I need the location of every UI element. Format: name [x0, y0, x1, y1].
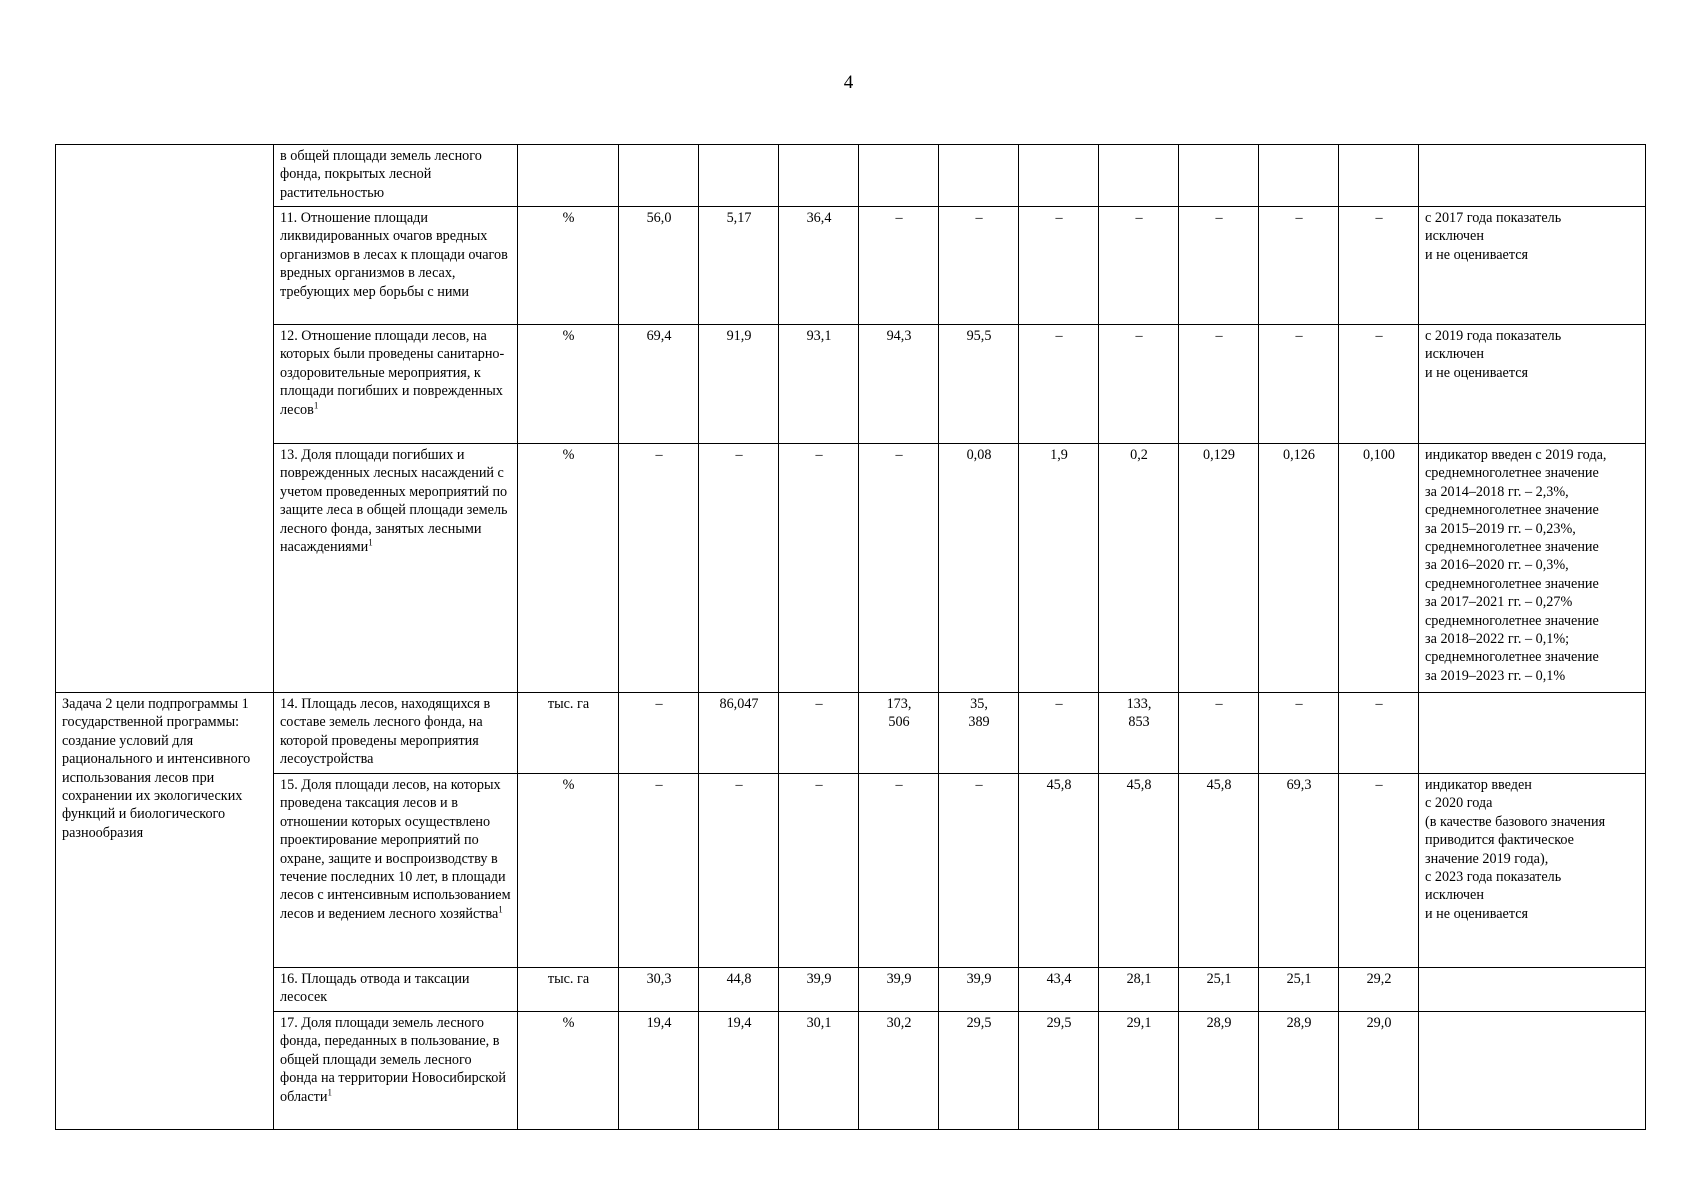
value-line: – — [655, 447, 663, 463]
value-line: 39,9 — [886, 971, 912, 987]
value-cell — [1339, 145, 1419, 207]
value-cell — [779, 774, 859, 968]
value-cell — [1339, 1012, 1419, 1130]
indicator-text: 15. Доля площади лесов, на которых проведена таксация лесов и в отношении которых осуществлено проектирование мероприятий по охране, защите и воспроизводству в течение последних 10 лет, в площади лесов с интенсивным использованием лесов и ведением лесного хозяйства — [280, 777, 511, 922]
value-cell — [939, 444, 1019, 693]
note-line: среднемноголетнее значение — [1425, 465, 1599, 482]
note-line: и не оценивается — [1425, 246, 1529, 263]
indicator-cell — [274, 444, 518, 693]
value-line: 28,9 — [1286, 1015, 1312, 1031]
value-cell — [619, 693, 699, 774]
value-line: 29,5 — [1046, 1015, 1072, 1031]
value-line: 0,2 — [1130, 447, 1148, 463]
value-cell — [1019, 207, 1099, 325]
value-cell — [779, 1012, 859, 1130]
value-cell — [1019, 968, 1099, 1012]
value-line: 0,126 — [1283, 447, 1315, 463]
value-cell — [939, 693, 1019, 774]
value-line: – — [815, 447, 823, 463]
value-cell — [779, 145, 859, 207]
value-cell — [619, 774, 699, 968]
value-cell — [1179, 444, 1259, 693]
note-cell — [1419, 774, 1646, 968]
indicator-cell — [274, 1012, 518, 1130]
value-cell — [1019, 693, 1099, 774]
task-group-cell — [56, 693, 274, 1130]
task-group-cell — [56, 145, 274, 693]
value-cell — [939, 325, 1019, 444]
note-line: исключен — [1425, 887, 1484, 904]
value-line: 36,4 — [806, 210, 832, 226]
value-cell — [1339, 693, 1419, 774]
value-line: – — [735, 777, 743, 793]
value-line: – — [1295, 328, 1303, 344]
value-cell — [1259, 325, 1339, 444]
value-line: – — [1375, 328, 1383, 344]
note-line: среднемноголетнее значение — [1425, 649, 1599, 666]
value-cell — [939, 207, 1019, 325]
value-cell — [1259, 207, 1339, 325]
value-line: – — [1215, 328, 1223, 344]
value-line: 44,8 — [726, 971, 752, 987]
value-cell — [779, 325, 859, 444]
note-line: приводится фактическое — [1425, 832, 1574, 849]
value-line: 19,4 — [726, 1015, 752, 1031]
value-line: 853 — [1128, 714, 1150, 731]
value-line: 28,9 — [1206, 1015, 1232, 1031]
value-line: – — [815, 696, 823, 712]
value-cell — [619, 968, 699, 1012]
value-cell — [1259, 145, 1339, 207]
value-line: – — [895, 210, 903, 226]
value-cell — [939, 774, 1019, 968]
unit-cell: % — [518, 207, 619, 325]
value-line: 389 — [968, 714, 990, 731]
value-cell — [1019, 145, 1099, 207]
value-line: 506 — [888, 714, 910, 731]
value-cell — [859, 1012, 939, 1130]
value-line: 43,4 — [1046, 971, 1072, 987]
value-cell — [859, 693, 939, 774]
value-line: 56,0 — [646, 210, 672, 226]
value-cell — [1019, 1012, 1099, 1130]
indicator-cell — [274, 968, 518, 1012]
value-cell — [1339, 325, 1419, 444]
value-line: 86,047 — [719, 696, 759, 712]
note-cell — [1419, 693, 1646, 774]
value-cell — [1259, 1012, 1339, 1130]
value-cell — [859, 968, 939, 1012]
note-cell — [1419, 1012, 1646, 1130]
value-line: 19,4 — [646, 1015, 672, 1031]
table-body — [56, 145, 1646, 1130]
indicators-table — [55, 144, 1646, 1130]
value-line: – — [1375, 777, 1383, 793]
table-row — [56, 207, 1646, 325]
note-line: исключен — [1425, 346, 1484, 363]
value-cell — [859, 444, 939, 693]
unit-cell: тыс. га — [518, 693, 619, 774]
value-cell — [779, 968, 859, 1012]
value-cell — [1099, 774, 1179, 968]
value-line: – — [735, 447, 743, 463]
table-row — [56, 1012, 1646, 1130]
value-line: – — [975, 777, 983, 793]
note-line: за 2015–2019 гг. – 0,23%, — [1425, 520, 1576, 537]
value-line: 28,1 — [1126, 971, 1152, 987]
value-line: – — [655, 777, 663, 793]
value-line: – — [1215, 696, 1223, 712]
value-cell — [1099, 1012, 1179, 1130]
value-cell — [1259, 693, 1339, 774]
note-line: с 2017 года показатель — [1425, 210, 1562, 226]
value-cell — [699, 207, 779, 325]
value-cell — [1179, 968, 1259, 1012]
unit-cell: % — [518, 774, 619, 968]
note-line: и не оценивается — [1425, 364, 1529, 381]
indicator-text: 11. Отношение площади ликвидированных очагов вредных организмов в лесах к площади очагов вредных организмов в лесах, требующих мер борьбы с ними — [280, 210, 508, 300]
indicator-text: 13. Доля площади погибших и поврежденных лесных насаждений с учетом проведенных мероприятий по защите леса в общей площади земель лесного фонда, занятых лесными насаждениями — [280, 447, 508, 556]
value-line: 45,8 — [1206, 777, 1232, 793]
value-line: – — [1135, 210, 1143, 226]
note-cell — [1419, 325, 1646, 444]
value-line: 69,4 — [646, 328, 672, 344]
indicator-cell — [274, 207, 518, 325]
note-line: за 2014–2018 гг. – 2,3%, — [1425, 483, 1569, 500]
value-cell — [699, 444, 779, 693]
value-cell — [939, 145, 1019, 207]
value-cell — [699, 1012, 779, 1130]
value-line: – — [1215, 210, 1223, 226]
value-line: 0,129 — [1203, 447, 1235, 463]
note-line: исключен — [1425, 228, 1484, 245]
value-line: 95,5 — [966, 328, 992, 344]
value-line: 39,9 — [806, 971, 832, 987]
note-line: индикатор введен с 2019 года, — [1425, 447, 1607, 463]
note-line: (в качестве базового значения — [1425, 813, 1606, 830]
note-cell — [1419, 145, 1646, 207]
value-cell — [1019, 774, 1099, 968]
unit-cell: % — [518, 325, 619, 444]
value-line: 29,0 — [1366, 1015, 1392, 1031]
table-row — [56, 968, 1646, 1012]
value-line: 45,8 — [1126, 777, 1152, 793]
value-cell — [1179, 207, 1259, 325]
value-cell — [1179, 1012, 1259, 1130]
value-line: 0,100 — [1363, 447, 1395, 463]
note-cell — [1419, 207, 1646, 325]
note-line: индикатор введен — [1425, 777, 1532, 793]
note-line: среднемноголетнее значение — [1425, 539, 1599, 556]
unit-cell: % — [518, 444, 619, 693]
note-line: среднемноголетнее значение — [1425, 612, 1599, 629]
table-row — [56, 693, 1646, 774]
value-cell — [699, 325, 779, 444]
value-line: 29,2 — [1366, 971, 1392, 987]
value-cell — [939, 968, 1019, 1012]
value-cell — [699, 968, 779, 1012]
value-cell — [619, 145, 699, 207]
note-line: с 2023 года показатель — [1425, 869, 1562, 886]
value-cell — [1259, 968, 1339, 1012]
value-line: 25,1 — [1286, 971, 1312, 987]
value-cell — [1339, 444, 1419, 693]
table-row — [56, 774, 1646, 968]
table-row — [56, 145, 1646, 207]
note-cell — [1419, 968, 1646, 1012]
value-line: – — [1295, 696, 1303, 712]
footnote-mark: 1 — [327, 1086, 332, 1097]
value-cell — [1099, 693, 1179, 774]
value-cell — [619, 444, 699, 693]
value-line: – — [1055, 696, 1063, 712]
value-cell — [619, 325, 699, 444]
indicator-text: 16. Площадь отвода и таксации лесосек — [280, 971, 470, 1006]
value-line: 1,9 — [1050, 447, 1068, 463]
note-line: значение 2019 года), — [1425, 850, 1549, 867]
note-line: с 2020 года — [1425, 795, 1493, 812]
unit-cell — [518, 145, 619, 207]
value-cell — [1179, 774, 1259, 968]
unit-cell: % — [518, 1012, 619, 1130]
value-line: – — [1135, 328, 1143, 344]
value-line: – — [1375, 696, 1383, 712]
value-line: 35, — [970, 696, 988, 712]
value-cell — [1339, 968, 1419, 1012]
value-cell — [859, 145, 939, 207]
unit-cell: тыс. га — [518, 968, 619, 1012]
footnote-mark: 1 — [313, 399, 319, 410]
value-cell — [779, 693, 859, 774]
value-cell — [619, 207, 699, 325]
note-line: за 2018–2022 гг. – 0,1%; — [1425, 631, 1570, 648]
value-line: 45,8 — [1046, 777, 1072, 793]
value-line: 30,3 — [646, 971, 672, 987]
value-cell — [1099, 325, 1179, 444]
task-group-text: Задача 2 цели подпрограммы 1 государственной программы: создание условий для рационального и интенсивного использования лесов при сохранении их экологических функций и биологического разнообразия — [62, 696, 251, 841]
value-cell — [1179, 145, 1259, 207]
indicator-cell — [274, 325, 518, 444]
value-cell — [1099, 207, 1179, 325]
value-cell — [859, 207, 939, 325]
note-line: и не оценивается — [1425, 905, 1529, 922]
footnote-mark: 1 — [368, 537, 373, 548]
value-cell — [1179, 693, 1259, 774]
value-cell — [859, 325, 939, 444]
value-cell — [1019, 444, 1099, 693]
value-cell — [699, 774, 779, 968]
value-cell — [699, 693, 779, 774]
value-cell — [779, 207, 859, 325]
note-line: за 2017–2021 гг. – 0,27% — [1425, 594, 1573, 611]
value-line: 30,1 — [806, 1015, 832, 1031]
value-cell — [859, 774, 939, 968]
value-line: – — [655, 696, 663, 712]
value-line: 30,2 — [886, 1015, 912, 1031]
value-line: – — [895, 447, 903, 463]
value-cell — [1099, 145, 1179, 207]
table-row — [56, 325, 1646, 444]
value-line: – — [1055, 210, 1063, 226]
indicator-text: 14. Площадь лесов, находящихся в составе земель лесного фонда, на которой проведены мероприятия лесоустройства — [280, 696, 491, 768]
value-cell — [1019, 325, 1099, 444]
note-line: с 2019 года показатель — [1425, 328, 1562, 344]
value-line: 39,9 — [966, 971, 992, 987]
value-line: 91,9 — [726, 328, 752, 344]
value-line: 133, — [1126, 696, 1152, 712]
value-cell — [619, 1012, 699, 1130]
value-line: – — [815, 777, 823, 793]
note-line: среднемноголетнее значение — [1425, 575, 1599, 592]
value-cell — [939, 1012, 1019, 1130]
value-cell — [699, 145, 779, 207]
note-cell — [1419, 444, 1646, 693]
value-line: 25,1 — [1206, 971, 1232, 987]
indicator-text: 17. Доля площади земель лесного фонда, переданных в пользование, в общей площади земель лесного фонда на территории Новосибирской области — [280, 1015, 506, 1105]
indicator-cell — [274, 145, 518, 207]
value-line: 29,5 — [966, 1015, 992, 1031]
value-cell — [779, 444, 859, 693]
value-line: – — [1375, 210, 1383, 226]
value-line: 69,3 — [1286, 777, 1312, 793]
indicator-cell — [274, 774, 518, 968]
value-cell — [1339, 774, 1419, 968]
value-cell — [1259, 444, 1339, 693]
value-line: – — [975, 210, 983, 226]
value-line: 0,08 — [966, 447, 992, 463]
value-line: 29,1 — [1126, 1015, 1152, 1031]
value-line: – — [895, 777, 903, 793]
indicator-text: 12. Отношение площади лесов, на которых были проведены санитарно-оздоровительные мероприятия, к площади погибших и поврежденных лесов — [280, 328, 505, 418]
note-line: за 2016–2020 гг. – 0,3%, — [1425, 557, 1569, 574]
table-row — [56, 444, 1646, 693]
value-line: – — [1295, 210, 1303, 226]
value-cell — [1179, 325, 1259, 444]
value-cell — [1259, 774, 1339, 968]
value-line: 173, — [886, 696, 912, 712]
value-cell — [1099, 444, 1179, 693]
indicator-cell — [274, 693, 518, 774]
value-line: 93,1 — [806, 328, 832, 344]
value-line: – — [1055, 328, 1063, 344]
note-line: среднемноголетнее значение — [1425, 502, 1599, 519]
value-cell — [1339, 207, 1419, 325]
value-line: 5,17 — [726, 210, 752, 226]
indicator-text: в общей площади земель лесного фонда, покрытых лесной растительностью — [280, 148, 482, 201]
footnote-mark: 1 — [498, 904, 503, 915]
page-number: 4 — [843, 72, 854, 93]
value-line: 94,3 — [886, 328, 912, 344]
note-line: за 2019–2023 гг. – 0,1% — [1425, 667, 1566, 684]
value-cell — [1099, 968, 1179, 1012]
